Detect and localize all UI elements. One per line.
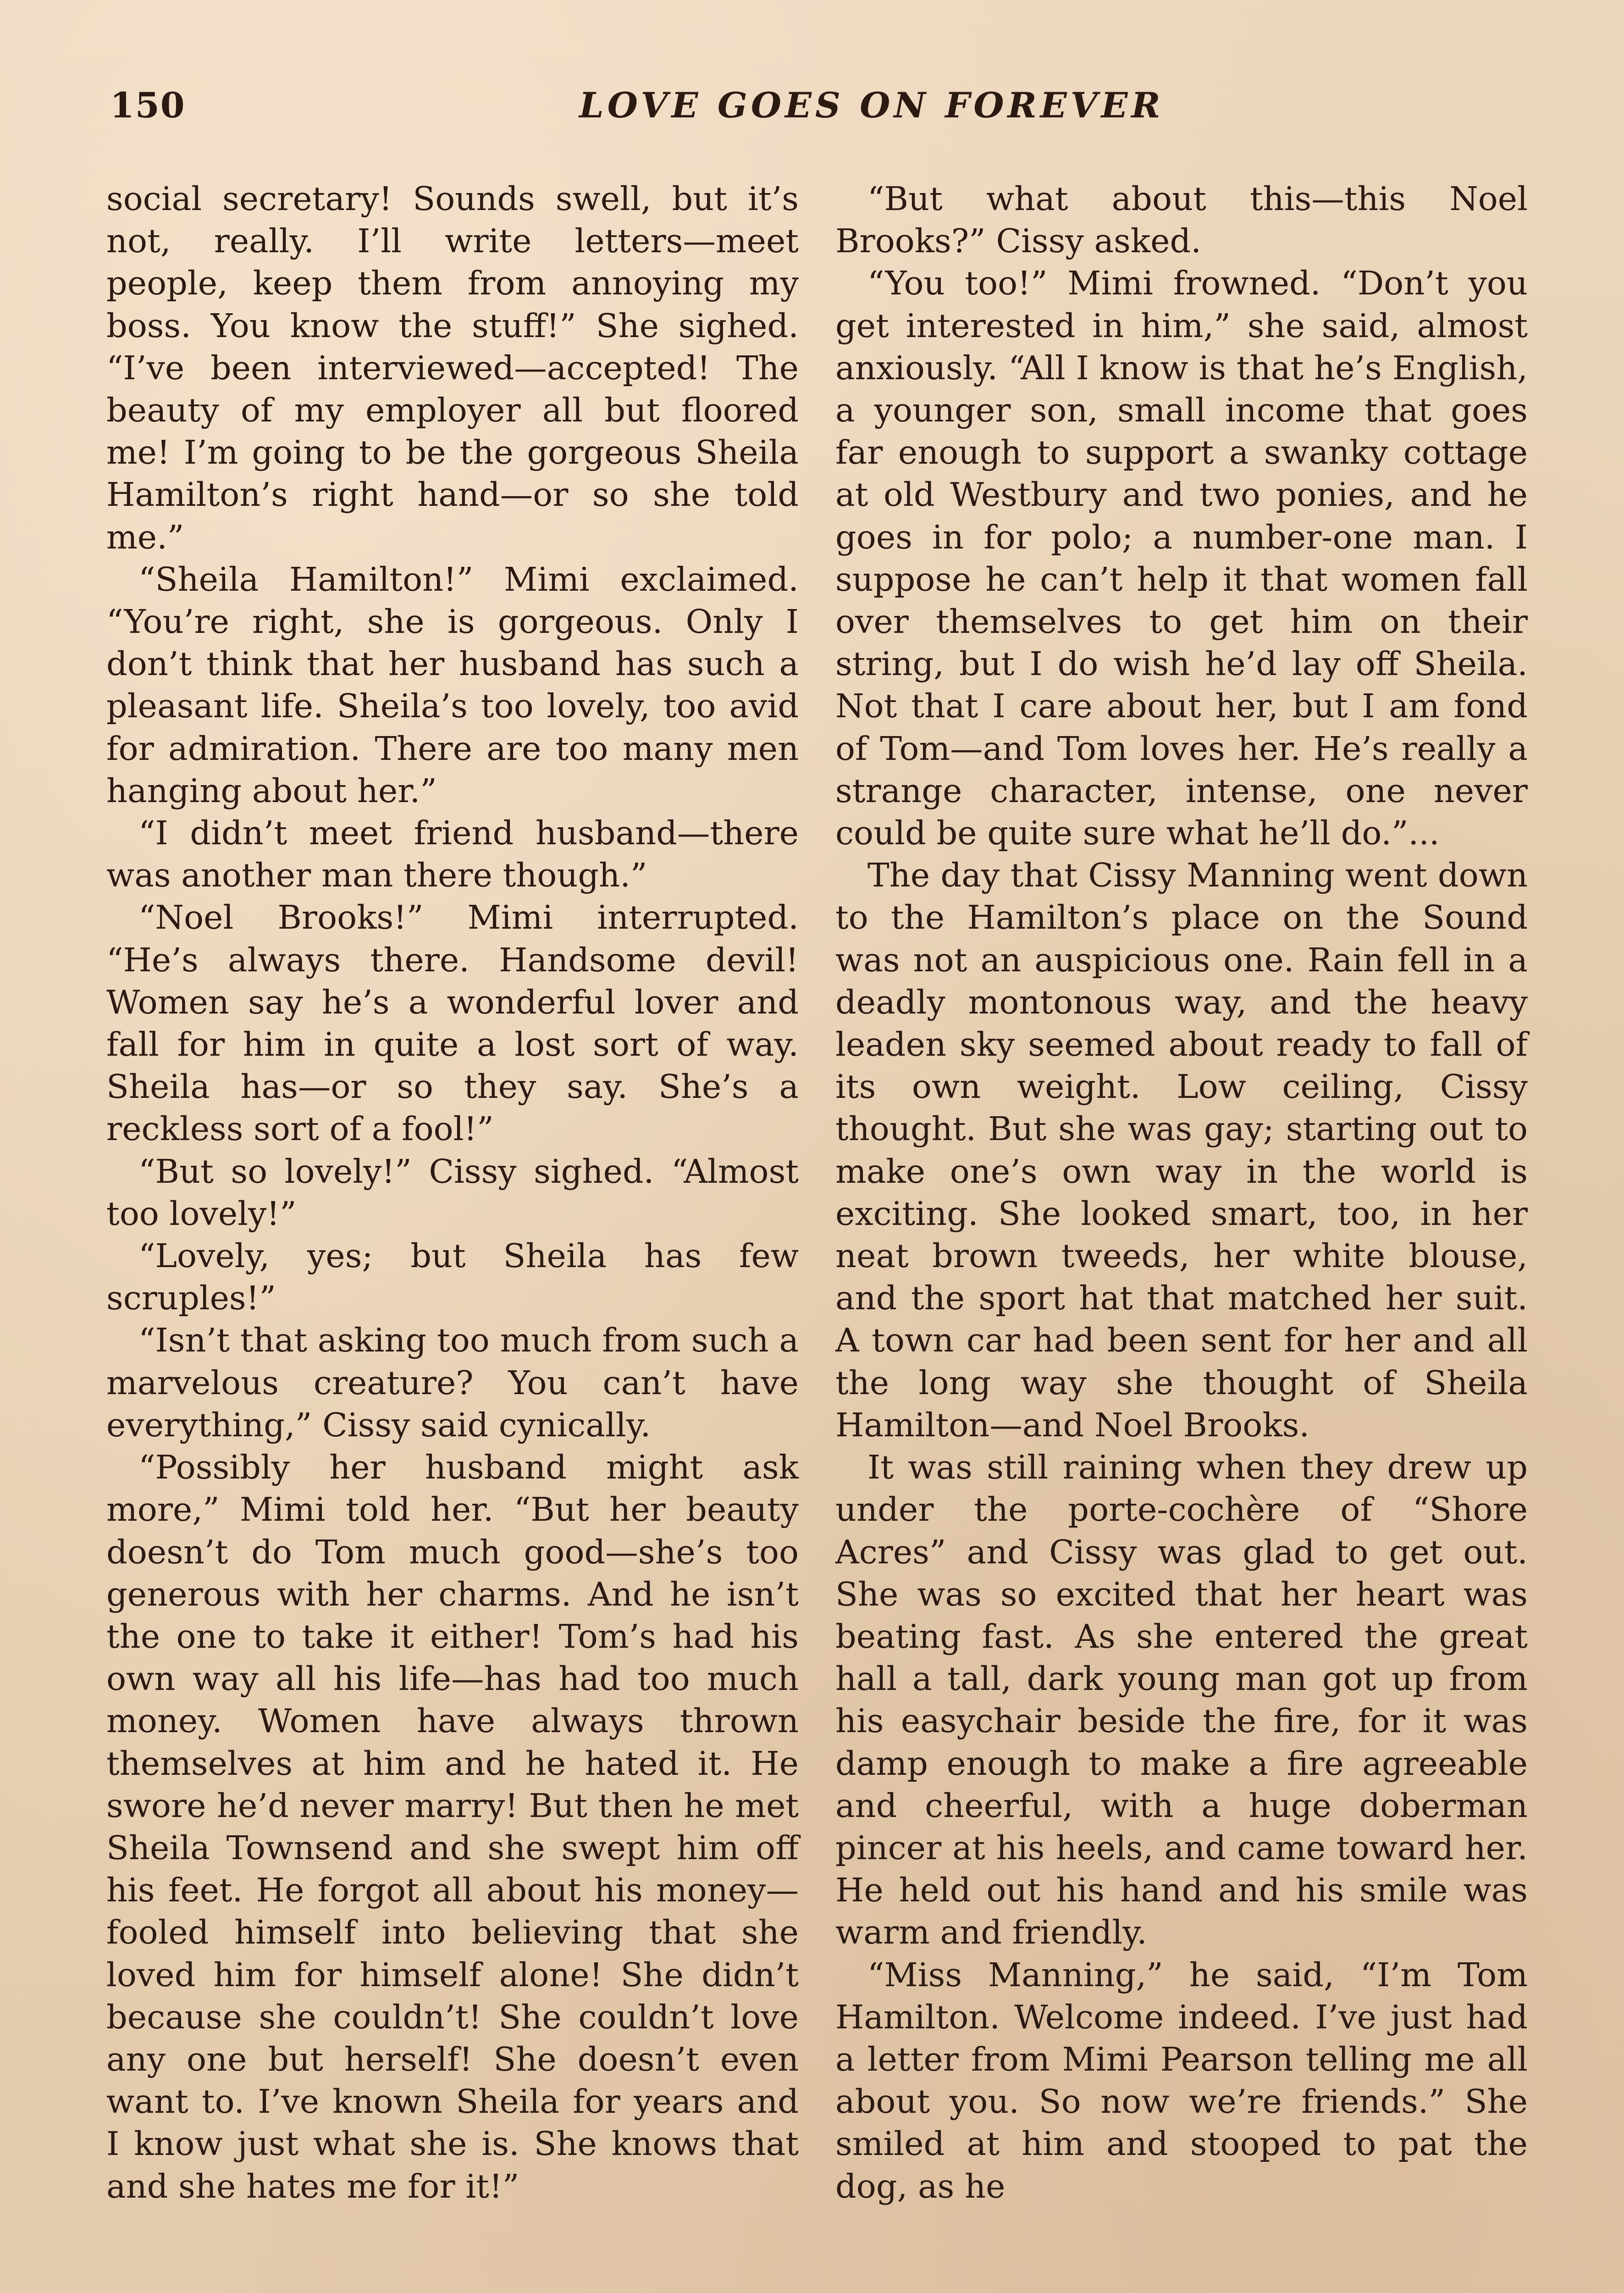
paragraph: “Lovely, yes; but Sheila has few scruples!” — [106, 1237, 799, 1318]
page-number: 150 — [110, 85, 186, 126]
paragraph: “You too!” Mimi frowned. “Don’t you get interested in him,” she said, almost anxiously. “All I know is that he’s English, a younger son, small income that goes far enough to support a swanky cottage at old Westbury and two ponies, and he goes in for polo; a number-one man. I suppose he can’t help it that women fall over themselves to get him on their string, but I do wish he’d lay off Sheila. Not that I care about her, but I am fond of Tom—and Tom loves her. He’s really a strange character, intense, one never could be quite sure what he’ll do.”... — [835, 264, 1528, 853]
paragraph: “Isn’t that asking too much from such a marvelous creature? You can’t have everything,” Cissy said cynically. — [106, 1321, 799, 1444]
paragraph: “Sheila Hamilton!” Mimi exclaimed. “You’re right, she is gorgeous. Only I don’t think that her husband has such a pleasant life. Sheila’s too lovely, too avid for admiration. There are too many men hanging about her.” — [106, 560, 799, 810]
paragraph: The day that Cissy Manning went down to the Hamilton’s place on the Sound was not an auspicious one. Rain fell in a deadly montonous way, and the heavy leaden sky seemed about ready to fall of its own weight. Low ceiling, Cissy thought. But she was gay; starting out to make one’s own way in the world is exciting. She looked smart, too, in her neat brown tweeds, her white blouse, and the sport hat that matched her suit. A town car had been sent for her and all the long way she thought of Sheila Hamilton—and Noel Brooks. — [835, 856, 1528, 1444]
paragraph: “But what about this—this Noel Brooks?” Cissy asked. — [835, 180, 1528, 260]
paragraph: “I didn’t meet friend husband—there was another man there though.” — [106, 814, 799, 895]
paragraph: “But so lovely!” Cissy sighed. “Almost too lovely!” — [106, 1152, 799, 1233]
paragraph: social secretary! Sounds swell, but it’s not, really. I’ll write letters—meet people, keep them from annoying my boss. You know the stuff!” She sighed. “I’ve been interviewed—accepted! The beauty of my employer all but floored me! I’m going to be the gorgeous Sheila Hamilton’s right hand—or so she told me.” — [106, 180, 799, 556]
paragraph: “Noel Brooks!” Mimi interrupted. “He’s always there. Handsome devil! Women say he’s a wonderful lover and fall for him in quite a lost sort of way. Sheila has—or so they say. She’s a reckless sort of a fool!” — [106, 898, 799, 1148]
running-title: LOVE GOES ON FOREVER — [579, 85, 1164, 126]
left-column — [106, 178, 799, 2208]
right-column — [835, 178, 1528, 2208]
page-header — [110, 85, 1514, 140]
paragraph: “Possibly her husband might ask more,” Mimi told her. “But her beauty doesn’t do Tom much good—she’s too generous with her charms. And he isn’t the one to take it either! Tom’s had his own way all his life—has had too much money. Women have always thrown themselves at him and he hated it. He swore he’d never marry! But then he met Sheila Townsend and she swept him off his feet. He forgot all about his money—fooled himself into believing that she loved him for himself alone! She didn’t because she couldn’t! She couldn’t love any one but herself! She doesn’t even want to. I’ve known Sheila for years and I know just what she is. She knows that and she hates me for it!” — [106, 1448, 799, 2205]
paragraph: It was still raining when they drew up under the porte-cochère of “Shore Acres” and Cissy was glad to get out. She was so excited that her heart was beating fast. As she entered the great hall a tall, dark young man got up from his easychair beside the fire, for it was damp enough to make a fire agreeable and cheerful, with a huge doberman pincer at his heels, and came toward her. He held out his hand and his smile was warm and friendly. — [835, 1448, 1528, 1952]
paragraph: “Miss Manning,” he said, “I’m Tom Hamilton. Welcome indeed. I’ve just had a letter from Mimi Pearson telling me all about you. So now we’re friends.” She smiled at him and stooped to pat the dog, as he — [835, 1955, 1528, 2205]
